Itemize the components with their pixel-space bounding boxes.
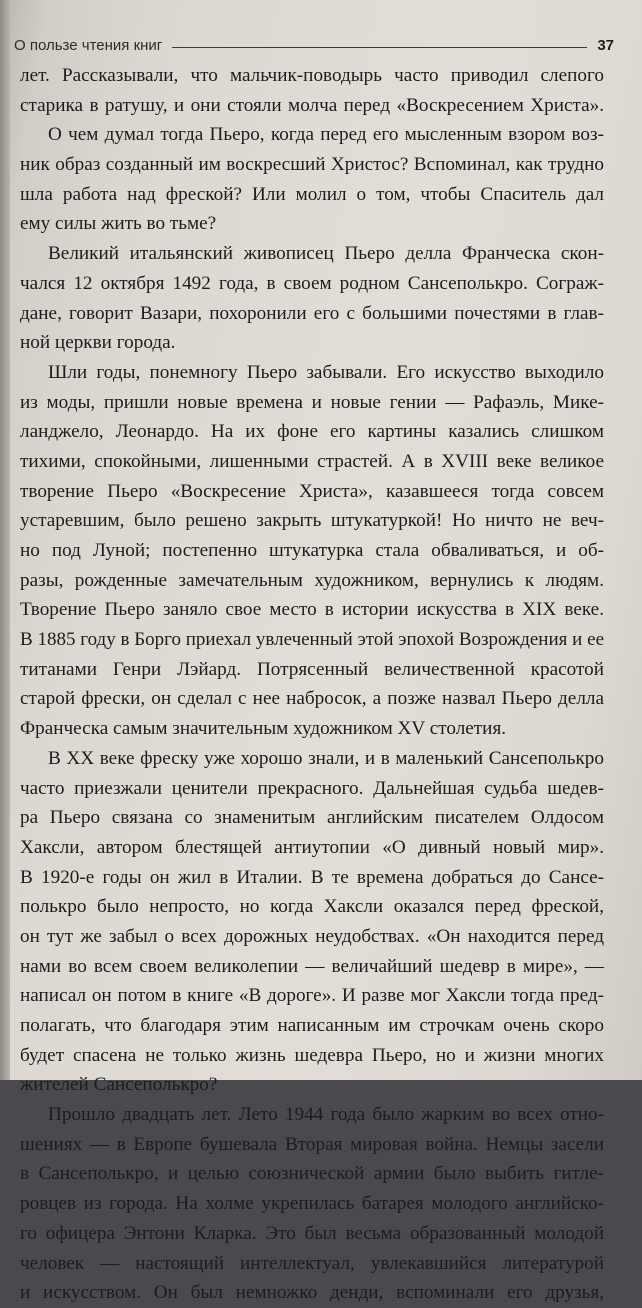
text-line: разы, рожденные замечательным художником, вернулись к людям. — [20, 569, 604, 591]
text-line: человек — настоящий интеллектуал, увлекавшийся литературой — [20, 1252, 604, 1274]
text-line: В 1885 году в Борго приехал увлеченный этой эпохой Возрождения и ее — [20, 629, 604, 651]
text-line: ной церкви города. — [20, 332, 176, 354]
body-text — [20, 61, 604, 1308]
text-line: го офицера Энтони Кларка. Это был весьма образованный молодой — [20, 1222, 604, 1244]
text-line: творение Пьеро «Воскресение Христа», казавшееся тогда совсем — [20, 480, 604, 502]
page-number: 37 — [597, 37, 614, 54]
text-line: написал он потом в книге «В дороге». И разве мог Хаксли тогда пред- — [20, 985, 604, 1007]
text-line: старой фрески, он сделал с нее набросок, а позже назвал Пьеро делла — [20, 688, 604, 710]
text-line: но под Луной; постепенно штукатурка стала обваливаться, и об- — [20, 540, 604, 561]
text-line: жителей Сансеполькро? — [20, 1074, 218, 1096]
text-line: Прошло двадцать лет. Лето 1944 года было жарким во всех отно- — [48, 1104, 604, 1126]
page-gutter-shadow — [0, 0, 10, 1080]
text-line: часто приезжали ценители прекрасного. Дальнейшая судьба шедев- — [20, 777, 604, 799]
text-line: ланджело, Леонардо. На их фоне его картины казались слишком — [20, 421, 604, 443]
text-line: В 1920-е годы он жил в Италии. В те времена добраться до Сансе- — [20, 866, 604, 888]
text-line: Франческа самым значительным художником XV столетия. — [20, 718, 507, 740]
text-line: старика в ратушу, и они стояли молча перед «Воскресением Христа». — [20, 94, 604, 116]
text-line: и искусством. Он был немножко денди, вспоминали его друзья, — [20, 1282, 604, 1304]
text-line: чался 12 октября 1492 года, в своем родном Сансеполькро. Сограж- — [20, 272, 604, 294]
text-line: ник образ созданный им воскресший Христос? Вспоминал, как трудно — [20, 154, 604, 176]
text-line: шениях — в Европе бушевала Вторая мировая война. Немцы засели — [20, 1133, 604, 1155]
text-line: Шли годы, понемногу Пьеро забывали. Его искусство выходило — [48, 361, 604, 383]
text-line: ровцев из города. На холме укрепилась батарея молодого английско- — [20, 1193, 604, 1215]
text-line: Творение Пьеро заняло свое место в истории искусства в XIX веке. — [20, 599, 604, 621]
text-line: шла работа над фреской? Или молил о том, чтобы Спаситель дал — [20, 183, 604, 205]
text-line: из моды, пришли новые времена и новые гении — Рафаэль, Мике- — [20, 391, 604, 413]
text-line: ему силы жить во тьме? — [20, 213, 217, 235]
header-rule — [172, 47, 587, 48]
text-line: тихими, спокойными, лишенными страстей. А в XVIII веке великое — [20, 450, 604, 472]
text-line: будет спасена не только жизнь шедевра Пьеро, но и жизни многих — [20, 1044, 604, 1066]
text-line: дане, говорит Вазари, похоронили его с большими почестями в глав- — [20, 302, 604, 324]
text-line: он тут же забыл о всех дорожных неудобствах. «Он находится перед — [20, 925, 604, 947]
text-line: устаревшим, было решено закрыть штукатуркой! Но ничто не веч- — [20, 510, 604, 532]
text-line: О чем думал тогда Пьеро, когда перед его мысленным взором воз- — [48, 124, 604, 146]
page-header — [14, 30, 614, 54]
text-line: нами во всем своем великолепии — величайший шедевр в мире», — — [20, 955, 604, 977]
text-line: лет. Рассказывали, что мальчик-поводырь часто приводил слепого — [20, 65, 604, 86]
text-line: Великий итальянский живописец Пьеро делла Франческа скон- — [48, 243, 604, 265]
text-line: полагать, что благодаря этим написанным им строчкам очень скоро — [20, 1015, 604, 1036]
running-title: О пользе чтения книг — [14, 37, 163, 54]
text-line: ра Пьеро связана со знаменитым английским писателем Олдосом — [20, 807, 604, 829]
text-line: Хаксли, автором блестящей антиутопии «О дивный новый мир». — [20, 836, 604, 858]
text-line: в Сансеполькро, и целью союзнической армии было выбить гитле- — [20, 1163, 604, 1185]
text-line: В XX веке фреску уже хорошо знали, и в маленький Сансеполькро — [48, 747, 604, 769]
text-line: титанами Генри Лэйард. Потрясенный величественной красотой — [20, 658, 604, 680]
text-line: полькро было непросто, но когда Хаксли оказался перед фреской, — [20, 896, 604, 918]
